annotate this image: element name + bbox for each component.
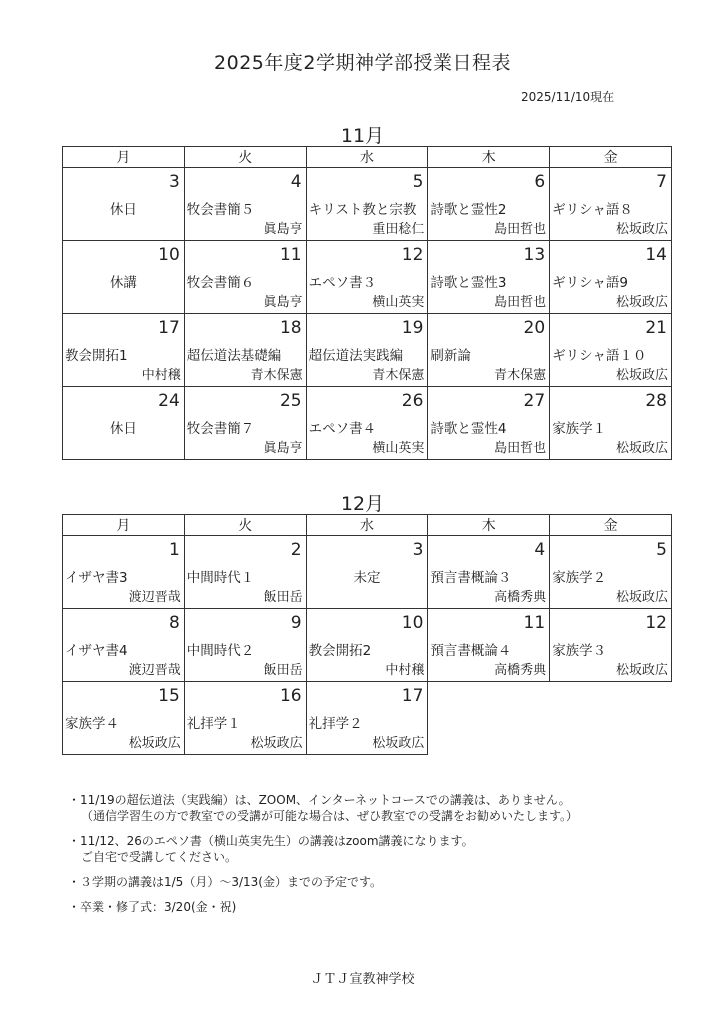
subject: 未定 xyxy=(353,570,381,586)
note-item xyxy=(68,833,708,865)
subject: 休日 xyxy=(109,421,137,437)
subject: 教会開拓2 xyxy=(308,643,372,659)
teacher: 松坂政広 xyxy=(615,663,668,678)
teacher: 高橋秀典 xyxy=(494,663,547,678)
day-number: 3 xyxy=(412,540,424,560)
day-number: 4 xyxy=(290,172,302,192)
subject: 超伝道法基礎編 xyxy=(186,348,282,364)
subject: 教会開拓1 xyxy=(65,348,128,364)
day-cell xyxy=(428,609,550,682)
note-item xyxy=(68,899,708,915)
day-cell xyxy=(306,387,428,460)
subject: 中間時代２ xyxy=(186,643,255,659)
teacher: 眞島亨 xyxy=(263,222,303,237)
day-cell xyxy=(428,241,550,314)
weekday-header: 月 xyxy=(63,147,185,168)
day-cell xyxy=(184,682,306,755)
day-number: 6 xyxy=(534,172,546,192)
week-row xyxy=(63,609,672,682)
subject: 家族学３ xyxy=(552,643,607,659)
subject: 礼拝学１ xyxy=(186,716,241,732)
day-number: 1 xyxy=(168,540,180,560)
teacher: 高橋秀典 xyxy=(494,590,547,605)
day-cell xyxy=(184,168,306,241)
teacher: 島田哲也 xyxy=(494,295,547,310)
school-name: ＪＴＪ宣教神学校 xyxy=(310,972,415,987)
day-number: 16 xyxy=(279,686,302,706)
day-number: 8 xyxy=(168,613,180,633)
notes xyxy=(68,792,708,924)
day-number: 20 xyxy=(523,318,546,338)
note-line: ・11/12、26のエペソ書（横山英実先生）の講義はzoom講義になります。 xyxy=(68,834,474,848)
weekday-header: 金 xyxy=(550,147,672,168)
day-cell xyxy=(63,682,185,755)
page-title: 2025年度2学期神学部授業日程表 xyxy=(214,52,511,74)
weekday-header: 火 xyxy=(184,515,306,536)
day-cell xyxy=(306,314,428,387)
day-number: 25 xyxy=(279,391,302,411)
teacher: 青木保憲 xyxy=(250,368,303,383)
note-line: ・卒業・修了式：3/20(金・祝) xyxy=(68,900,237,914)
day-cell xyxy=(428,168,550,241)
day-number: 5 xyxy=(412,172,424,192)
day-cell xyxy=(550,241,672,314)
note-item xyxy=(68,792,708,824)
subject: 牧会書簡５ xyxy=(186,202,255,218)
day-number: 24 xyxy=(158,391,180,411)
week-row xyxy=(63,241,672,314)
subject: 詩歌と霊性4 xyxy=(430,421,507,437)
teacher: 中村穣 xyxy=(385,663,425,678)
subject: 牧会書簡６ xyxy=(186,275,255,291)
note-line: （通信学習生の方で教室での受講が可能な場合は、ぜひ教室での受講をお勧めいたします。） xyxy=(81,809,579,823)
teacher: 渡辺晋哉 xyxy=(128,590,181,605)
day-cell xyxy=(306,682,428,755)
note-line: ・11/19の超伝道法（実践編）は、ZOOM、インターネットコースでの講義は、ありません。 xyxy=(68,793,571,807)
teacher: 飯田岳 xyxy=(263,663,303,678)
weekday-header: 月 xyxy=(63,515,185,536)
subject: 家族学１ xyxy=(552,421,607,437)
day-cell xyxy=(306,609,428,682)
day-cell xyxy=(63,387,185,460)
week-row xyxy=(63,314,672,387)
teacher: 渡辺晋哉 xyxy=(128,663,181,678)
weekday-header: 水 xyxy=(306,515,428,536)
as-of-date: 2025/11/10現在 xyxy=(521,90,615,104)
teacher: 松坂政広 xyxy=(128,736,181,751)
subject: 詩歌と霊性2 xyxy=(430,202,507,218)
december-label: 12月 xyxy=(340,493,385,515)
day-cell xyxy=(63,241,185,314)
day-cell xyxy=(550,609,672,682)
day-cell xyxy=(550,168,672,241)
day-cell xyxy=(184,314,306,387)
subject: 刷新論 xyxy=(430,348,471,364)
day-cell xyxy=(63,609,185,682)
weekday-header: 木 xyxy=(428,515,550,536)
note-line: ご自宅で受講してください。 xyxy=(81,850,238,864)
subject: ギリシャ語１０ xyxy=(552,348,647,364)
day-number: 4 xyxy=(534,540,546,560)
teacher: 横山英実 xyxy=(372,441,425,456)
teacher: 青木保憲 xyxy=(372,368,425,383)
day-cell xyxy=(184,241,306,314)
subject: 家族学２ xyxy=(552,570,607,586)
teacher: 眞島亨 xyxy=(263,441,303,456)
day-number: 7 xyxy=(656,172,667,192)
teacher: 眞島亨 xyxy=(263,295,303,310)
subject: 家族学４ xyxy=(65,716,119,732)
teacher: 松坂政広 xyxy=(250,736,303,751)
day-cell xyxy=(184,609,306,682)
teacher: 横山英実 xyxy=(372,295,425,310)
subject: 超伝道法実践編 xyxy=(308,348,404,364)
november-calendar xyxy=(62,146,672,460)
subject: エペソ書３ xyxy=(308,275,377,291)
weekday-header: 金 xyxy=(550,515,672,536)
subject: 休講 xyxy=(109,275,137,291)
day-number: 12 xyxy=(401,245,424,265)
day-cell xyxy=(306,241,428,314)
day-number: 3 xyxy=(168,172,180,192)
subject: 預言書概論３ xyxy=(430,570,512,586)
weekday-header: 火 xyxy=(184,147,306,168)
day-number: 10 xyxy=(401,613,424,633)
teacher: 松坂政広 xyxy=(372,736,425,751)
subject: 預言書概論４ xyxy=(430,643,512,659)
empty-cell xyxy=(428,682,550,755)
teacher: 島田哲也 xyxy=(494,441,547,456)
teacher: 中村穣 xyxy=(141,368,181,383)
subject: ギリシャ語9 xyxy=(552,275,629,291)
day-cell xyxy=(550,314,672,387)
day-cell xyxy=(184,387,306,460)
day-number: 26 xyxy=(401,391,424,411)
week-row xyxy=(63,536,672,609)
empty-cell xyxy=(550,682,672,755)
december-calendar xyxy=(62,514,672,755)
day-number: 12 xyxy=(645,613,667,633)
day-cell xyxy=(550,387,672,460)
subject: ギリシャ語８ xyxy=(552,202,633,218)
day-cell xyxy=(63,314,185,387)
day-number: 11 xyxy=(279,245,302,265)
subject: 中間時代１ xyxy=(186,570,255,586)
day-number: 9 xyxy=(290,613,302,633)
day-cell xyxy=(550,536,672,609)
teacher: 松坂政広 xyxy=(615,295,668,310)
subject: キリスト教と宗教 xyxy=(308,202,417,218)
day-number: 2 xyxy=(290,540,302,560)
subject: 詩歌と霊性3 xyxy=(430,275,507,291)
teacher: 松坂政広 xyxy=(615,222,668,237)
day-number: 17 xyxy=(158,318,180,338)
day-cell xyxy=(63,168,185,241)
teacher: 松坂政広 xyxy=(615,441,668,456)
day-cell xyxy=(428,536,550,609)
week-row xyxy=(63,682,672,755)
subject: 牧会書簡７ xyxy=(186,421,255,437)
day-number: 14 xyxy=(645,245,667,265)
day-number: 10 xyxy=(158,245,180,265)
teacher: 飯田岳 xyxy=(263,590,303,605)
subject: イザヤ書3 xyxy=(65,570,128,586)
day-cell xyxy=(428,314,550,387)
day-number: 5 xyxy=(656,540,667,560)
subject: イザヤ書4 xyxy=(65,643,128,659)
day-number: 27 xyxy=(523,391,546,411)
day-number: 28 xyxy=(645,391,667,411)
day-number: 17 xyxy=(401,686,424,706)
day-number: 11 xyxy=(523,613,546,633)
day-cell xyxy=(306,168,428,241)
teacher: 松坂政広 xyxy=(615,590,668,605)
subject: 礼拝学２ xyxy=(308,716,363,732)
november-label: 11月 xyxy=(340,125,385,147)
day-number: 21 xyxy=(645,318,667,338)
weekday-header: 水 xyxy=(306,147,428,168)
day-number: 19 xyxy=(401,318,424,338)
week-row xyxy=(63,387,672,460)
teacher: 青木保憲 xyxy=(494,368,547,383)
teacher: 重田稔仁 xyxy=(372,222,425,237)
day-number: 15 xyxy=(158,686,180,706)
subject: エペソ書４ xyxy=(308,421,377,437)
week-row xyxy=(63,168,672,241)
day-number: 13 xyxy=(523,245,546,265)
teacher: 松坂政広 xyxy=(615,368,668,383)
teacher: 島田哲也 xyxy=(494,222,547,237)
subject: 休日 xyxy=(109,202,137,218)
day-number: 18 xyxy=(279,318,302,338)
note-line: ・３学期の講義は1/5（月）～3/13(金）までの予定です。 xyxy=(68,875,382,889)
day-cell xyxy=(63,536,185,609)
day-cell xyxy=(428,387,550,460)
day-cell xyxy=(184,536,306,609)
note-item xyxy=(68,874,708,890)
day-cell xyxy=(306,536,428,609)
weekday-header: 木 xyxy=(428,147,550,168)
